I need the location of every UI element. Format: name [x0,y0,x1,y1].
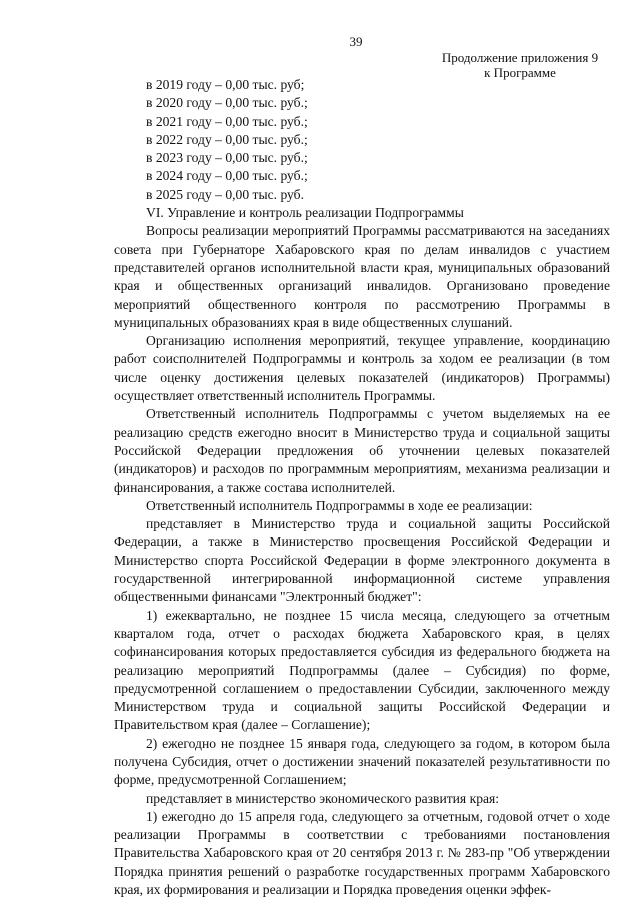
document-body [114,76,610,899]
paragraph-executor-duties: Ответственный исполнитель Подпрограммы в ходе ее реализации: [146,497,533,513]
financing-line-2024: в 2024 году – 0,00 тыс. руб.; [146,168,308,184]
paragraph-annual-indicators: 2) ежегодно не позднее 15 января года, следующего за годом, в котором была получена Субсидия, отчет о достижении значений показателей результативности по форме, предусмотренной Соглашением; [114,735,610,788]
paragraph-proposals: Ответственный исполнитель Подпрограммы с учетом выделяемых на ее реализацию средств ежегодно вносит в Министерство труда и социальной защиты Российской Федерации предложения об уточнении целевых показателей (индикаторов) и расходов по программным мероприятиям, механизма реализации и финансирования, а также состава исполнителей. [114,406,610,495]
financing-line-2020: в 2020 году – 0,00 тыс. руб.; [146,95,308,111]
appendix-note-line-1: Продолжение приложения 9 [441,50,599,65]
paragraph-annual-report: 1) ежегодно до 15 апреля года, следующего за отчетным, годовой отчет о ходе реализации Программы в соответствии с требованиями постановления Правительства Хабаровского края от 20 сентября 2013 г. № 283-пр "Об утверждении Порядка принятия решений о разработке государственных программ Хабаровского края, их формирования и реализации и Порядка проведения оценки эффек- [114,808,610,898]
financing-line-2021: в 2021 году – 0,00 тыс. руб.; [146,113,308,129]
paragraph-regional-ministry: представляет в министерство экономического развития края: [146,790,500,806]
financing-line-2025: в 2025 году – 0,00 тыс. руб. [146,186,304,202]
appendix-note-line-2: к Программе [484,65,556,80]
paragraph-organization: Организацию исполнения мероприятий, текущее управление, координацию работ соисполнителей Подпрограммы и контроль за ходом ее реализации (в том числе оценку достижения целевых показателей (индикаторов) Программы) осуществляет ответственный исполнитель Программы. [114,333,610,404]
page-number: 39 [349,34,363,49]
paragraph-federal-reporting: представляет в Министерство труда и социальной защиты Российской Федерации, а также в Министерство просвещения Российской Федерации и Министерство спорта Российской Федерации в форме электронного документа в государственной интегрированной информационной системе управления общественными финансами "Электронный бюджет": [114,516,610,605]
financing-line-2019: в 2019 году – 0,00 тыс. руб; [146,77,305,92]
paragraph-quarterly-report: 1) ежеквартально, не позднее 15 числа месяца, следующего за отчетным кварталом года, отчет о расходах бюджета Хабаровского края, в целях софинансирования которых предоставляется субсидия из федерального бюджета на реализацию мероприятий Подпрограммы (далее – Субсидия) по форме, предусмотренной соглашением о предоставлении Субсидии, заключенного между Министерством труда и социальной защиты Российской Федерации и Правительством края (далее – Соглашение); [114,607,610,733]
financing-line-2022: в 2022 году – 0,00 тыс. руб.; [146,131,308,147]
paragraph-council: Вопросы реализации мероприятий Программы рассматриваются на заседаниях совета при Губернаторе Хабаровского края по делам инвалидов с участием представителей органов исполнительной власти края, муниципальных образований края и общественных организаций инвалидов. Организовано проведение мероприятий общественного контроля по рассмотрению Программы в муниципальных образованиях края в виде общественных слушаний. [114,223,610,330]
section-heading: VI. Управление и контроль реализации Подпрограммы [146,205,464,221]
financing-line-2023: в 2023 году – 0,00 тыс. руб.; [146,150,308,166]
